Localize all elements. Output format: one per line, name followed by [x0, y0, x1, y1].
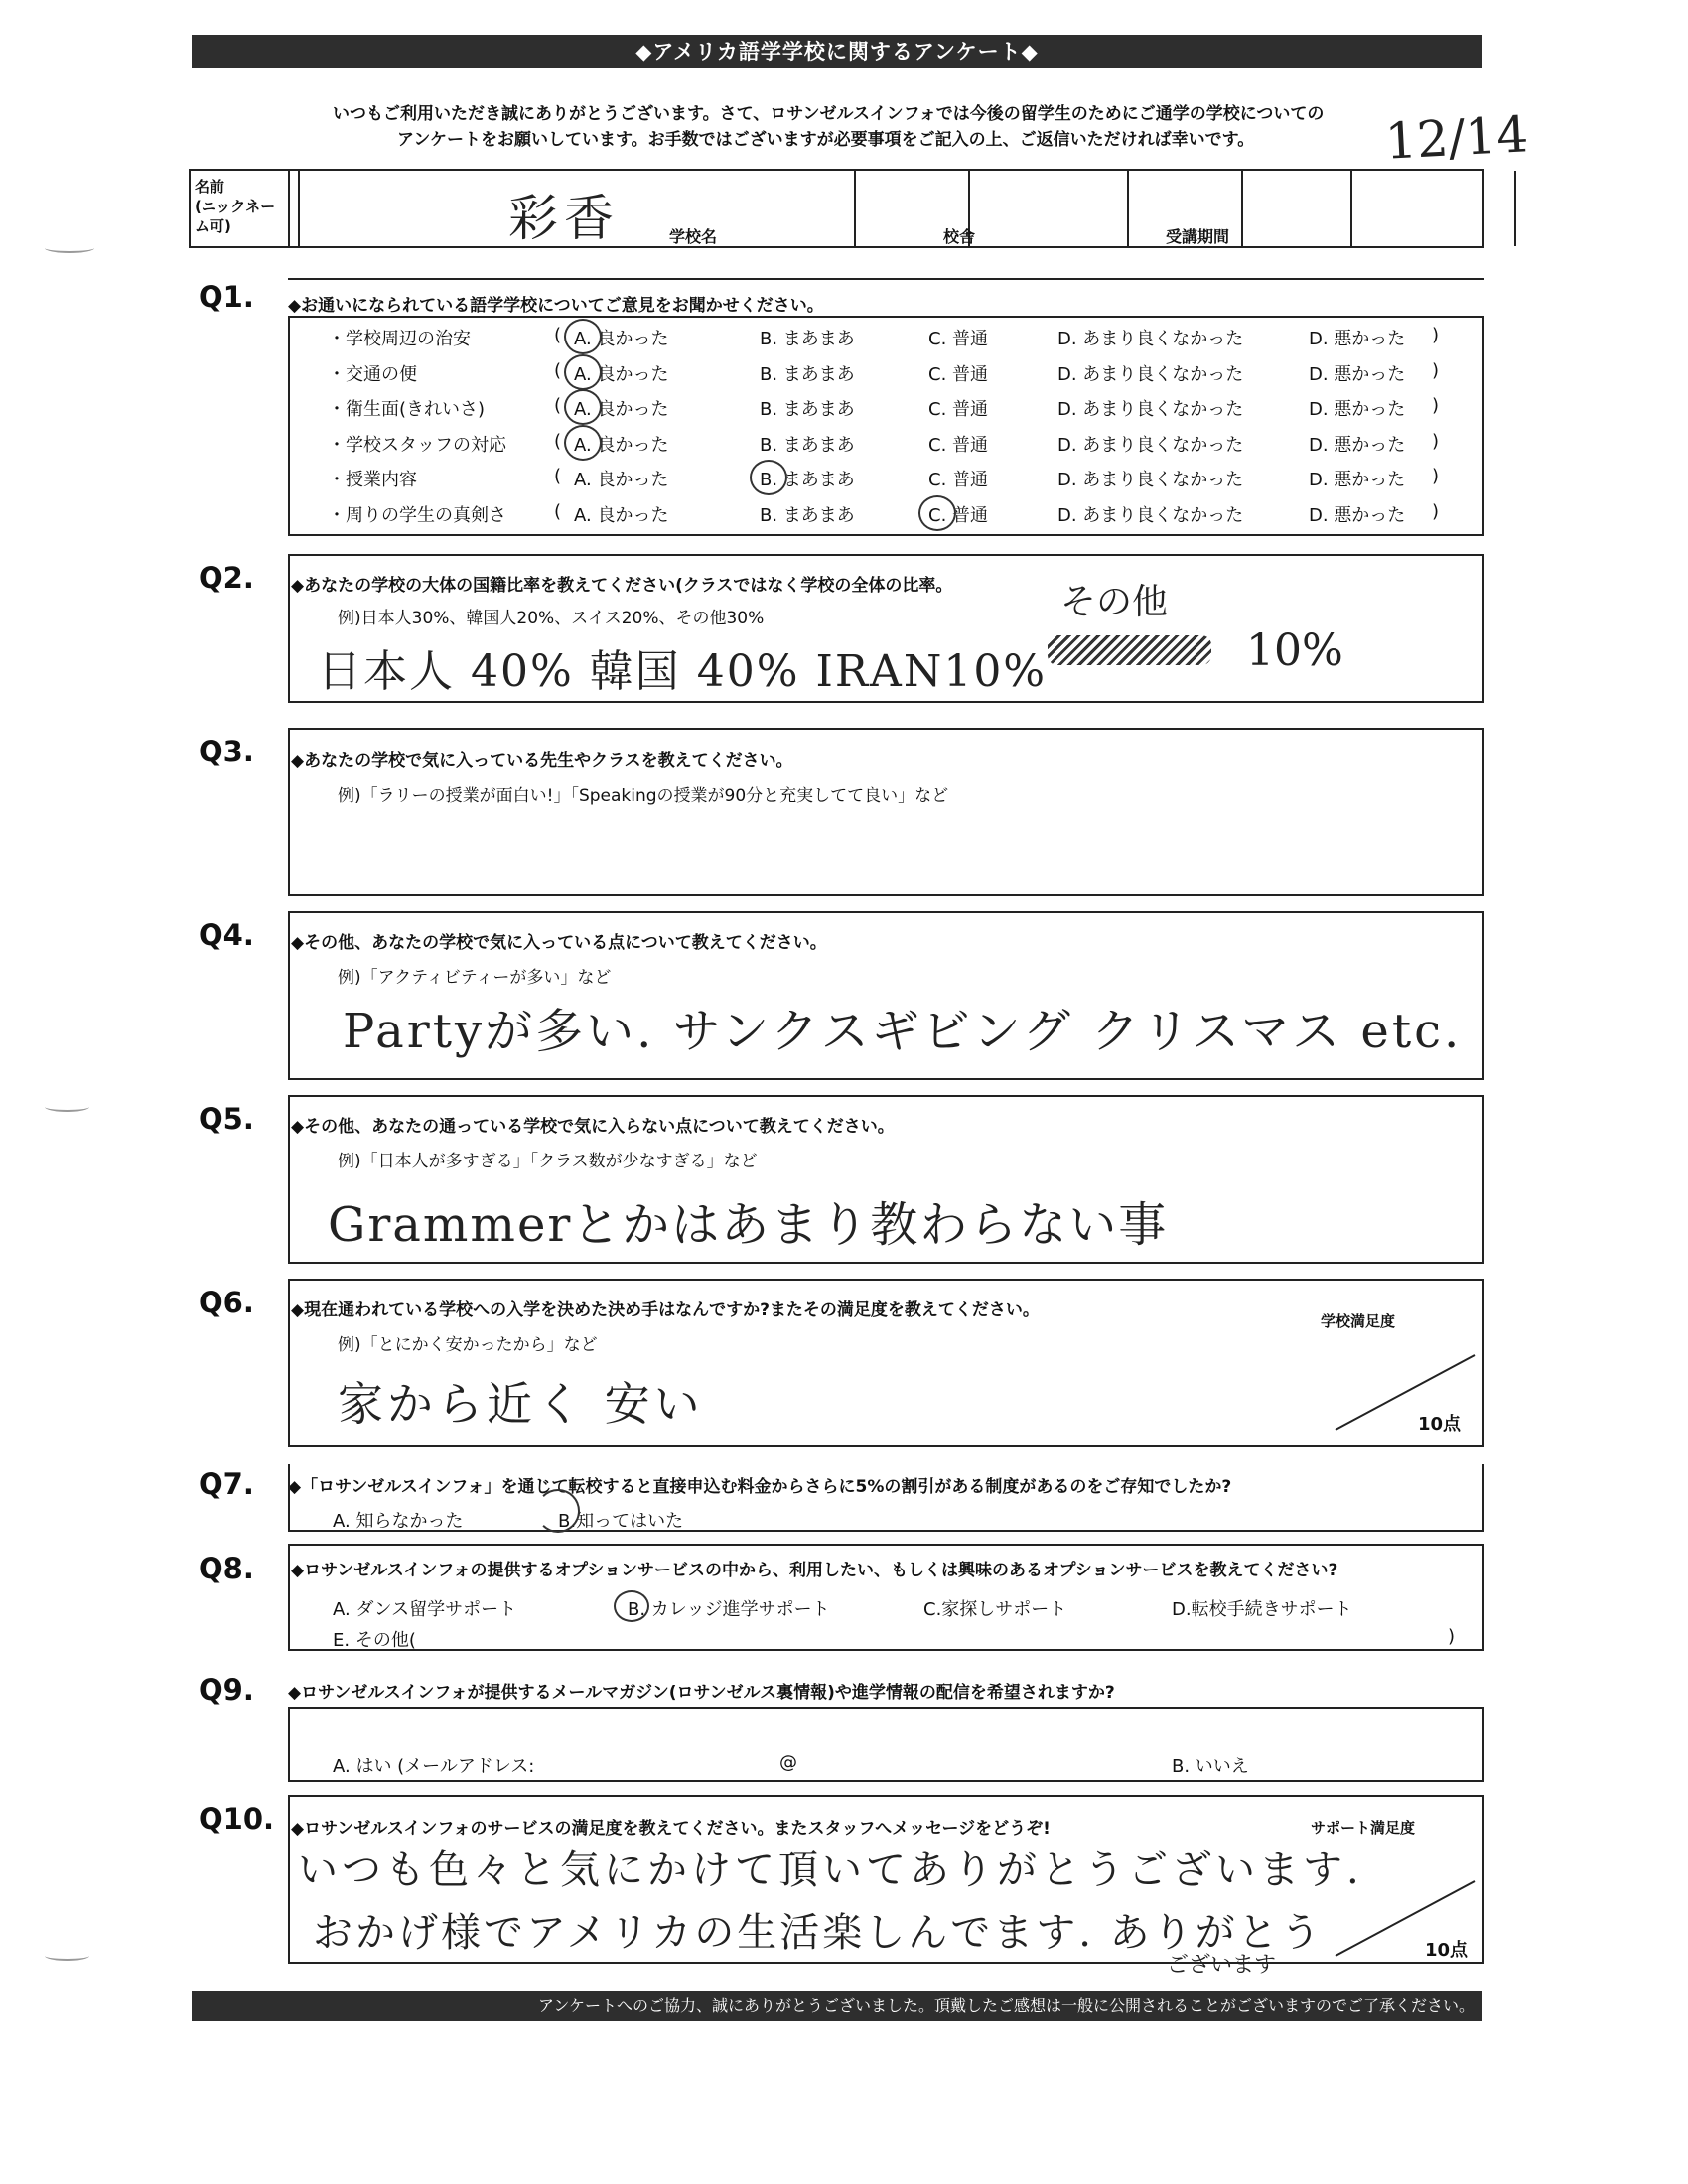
- q3-question: ◆あなたの学校で気に入っている先生やクラスを教えてください。: [291, 751, 793, 771]
- q1-row-option[interactable]: A. 良かった: [574, 399, 669, 420]
- q2-answer-other-value[interactable]: 10%: [1246, 625, 1343, 676]
- q3-label: Q3.: [199, 735, 254, 768]
- q2-label: Q2.: [199, 561, 254, 595]
- q1-row-option[interactable]: A. 良かった: [574, 329, 669, 349]
- q2-question: ◆あなたの学校の大体の国籍比率を教えてください(クラスではなく学校の全体の比率。: [291, 576, 953, 596]
- q1-row-option[interactable]: A. 良かった: [574, 504, 669, 526]
- q1-row-open-paren: (: [554, 500, 562, 522]
- q1-row-item: ・交通の便: [328, 363, 417, 385]
- q2-example: 例)日本人30%、韓国人20%、スイス20%、その他30%: [338, 609, 765, 628]
- q1-row-close-paren: ): [1432, 430, 1440, 452]
- q9-at-sign: @: [779, 1752, 797, 1773]
- q2-answer-other-label: その他: [1060, 582, 1169, 622]
- q1-row-option[interactable]: D. 悪かった: [1309, 329, 1406, 349]
- q6-label: Q6.: [199, 1286, 254, 1319]
- q1-row-option[interactable]: D. あまり良くなかった: [1057, 329, 1244, 349]
- q9-option-b[interactable]: B. いいえ: [1172, 1756, 1249, 1777]
- period-label: 受講期間: [1166, 227, 1230, 246]
- q9-label: Q9.: [199, 1673, 254, 1706]
- q1-selection-circle: [564, 319, 602, 354]
- q1-row-open-paren: (: [554, 430, 562, 452]
- info-row: [189, 169, 1484, 248]
- q1-row-option[interactable]: C. 普通: [928, 329, 989, 349]
- q1-row-open-paren: (: [554, 395, 562, 416]
- survey-title-banner: [192, 35, 1482, 68]
- q1-row-option[interactable]: B. まあまあ: [760, 399, 855, 420]
- q1-selection-circle: [564, 354, 602, 390]
- q1-row-option[interactable]: D. あまり良くなかった: [1057, 504, 1244, 526]
- q3-example: 例)「ラリーの授業が面白い!」「Speakingの授業が90分と充実してて良い」など: [338, 786, 949, 806]
- q10-answer-line-2[interactable]: おかげ様でアメリカの生活楽しんでます. ありがとう: [313, 1910, 1324, 1956]
- q1-row-close-paren: ): [1432, 359, 1440, 381]
- q7-option-a[interactable]: A. 知らなかった: [333, 1511, 464, 1532]
- q2-strikeout-scribble: [1048, 635, 1211, 665]
- school-label: 学校名: [669, 227, 718, 246]
- intro-line-2: アンケートをお願いしています。お手数ではございますが必要事項をご記入の上、ご返信いただければ幸いです。: [397, 130, 1255, 150]
- campus-label: 校舎: [943, 227, 976, 246]
- q1-row-item: ・周りの学生の真剣さ: [328, 504, 506, 526]
- margin-mark: [45, 243, 94, 253]
- margin-mark: [45, 1951, 89, 1961]
- survey-title: ◆アメリカ語学学校に関するアンケート◆: [635, 40, 1039, 64]
- q1-selection-circle: [564, 425, 602, 461]
- q1-row-option[interactable]: C. 普通: [928, 470, 989, 490]
- name-label: 名前 (ニックネーム可): [195, 178, 276, 235]
- q1-row-open-paren: (: [554, 325, 562, 345]
- q1-row-option[interactable]: A. 良かった: [574, 363, 669, 385]
- name-value[interactable]: 彩香: [508, 190, 620, 247]
- q1-row-option[interactable]: D. 悪かった: [1309, 399, 1406, 420]
- q1-row-item: ・学校周辺の治安: [328, 329, 471, 349]
- q10-satisfaction-value[interactable]: 10点: [1425, 1940, 1469, 1961]
- q1-row-option[interactable]: B. まあまあ: [760, 363, 855, 385]
- q1-row-option[interactable]: B. まあまあ: [760, 504, 855, 526]
- q1-row-option[interactable]: C. 普通: [928, 399, 989, 420]
- q7-label: Q7.: [199, 1467, 254, 1501]
- q5-question: ◆その他、あなたの通っている学校で気に入らない点について教えてください。: [291, 1117, 895, 1137]
- q1-row-option[interactable]: B. まあまあ: [760, 434, 855, 456]
- q2-answer[interactable]: 日本人 40% 韓国 40% IRAN10%: [318, 646, 1048, 697]
- q5-label: Q5.: [199, 1102, 254, 1136]
- footer-banner: [192, 1991, 1482, 2021]
- q6-satisfaction-value[interactable]: 10点: [1418, 1414, 1462, 1434]
- q1-row-option[interactable]: D. あまり良くなかった: [1057, 363, 1244, 385]
- q9-option-a[interactable]: A. はい (メールアドレス:: [333, 1756, 535, 1777]
- q1-row-option[interactable]: A. 良かった: [574, 434, 669, 456]
- q10-answer-line-1[interactable]: いつも色々と気にかけて頂いてありがとうございます.: [298, 1847, 1363, 1893]
- q7-box: [288, 1464, 1484, 1532]
- handwritten-date: 12/14: [1383, 105, 1530, 171]
- q8-option-d[interactable]: D.転校手続きサポート: [1172, 1599, 1352, 1620]
- q1-row-close-paren: ): [1432, 466, 1440, 486]
- q10-answer-line-3: ございます: [1167, 1953, 1277, 1978]
- q7-selection-mark: [536, 1489, 580, 1533]
- footer-text: アンケートへのご協力、誠にありがとうございました。頂戴したご感想は一般に公開されることがございますのでご了承ください。: [537, 1996, 1475, 2015]
- q4-question: ◆その他、あなたの学校で気に入っている点について教えてください。: [291, 933, 827, 953]
- q1-row-option[interactable]: D. 悪かった: [1309, 363, 1406, 385]
- q4-answer[interactable]: Partyが多い. サンクスギビング クリスマス etc.: [343, 1004, 1463, 1059]
- intro-line-1: いつもご利用いただき誠にありがとうございます。さて、ロサンゼルスインフォでは今後の留学生のためにご通学の学校についての: [333, 104, 1325, 124]
- q1-row-option[interactable]: D. 悪かった: [1309, 470, 1406, 490]
- q1-row-option[interactable]: B. まあまあ: [760, 329, 855, 349]
- q1-selection-circle: [564, 389, 602, 425]
- q4-example: 例)「アクティビティーが多い」など: [338, 968, 612, 988]
- q1-row-close-paren: ): [1432, 395, 1440, 416]
- q1-row-close-paren: ): [1432, 325, 1440, 345]
- q10-satisfaction-label: サポート満足度: [1311, 1819, 1416, 1837]
- q1-row-option[interactable]: C. 普通: [928, 363, 989, 385]
- q1-row-option[interactable]: A. 良かった: [574, 470, 669, 490]
- q1-row-option[interactable]: C. 普通: [928, 504, 989, 526]
- q1-selection-circle: [918, 495, 956, 531]
- q1-row-item: ・授業内容: [328, 470, 417, 490]
- q6-answer[interactable]: 家から近く 安い: [338, 1377, 704, 1431]
- q1-row-option[interactable]: B. まあまあ: [760, 470, 855, 490]
- q1-question: ◆お通いになられている語学学校についてご意見をお聞かせください。: [288, 296, 824, 316]
- q8-option-b[interactable]: B. カレッジ進学サポート: [628, 1599, 830, 1620]
- q5-example: 例)「日本人が多すぎる」「クラス数が少なすぎる」など: [338, 1152, 758, 1171]
- q1-row-option[interactable]: D. あまり良くなかった: [1057, 470, 1244, 490]
- q1-row-option[interactable]: D. 悪かった: [1309, 434, 1406, 456]
- q8-option-e-close: ): [1448, 1626, 1456, 1647]
- q1-row-item: ・学校スタッフの対応: [328, 434, 506, 456]
- q1-selection-circle: [750, 460, 787, 495]
- q10-question: ◆ロサンゼルスインフォのサービスの満足度を教えてください。またスタッフへメッセージをどうぞ!: [291, 1819, 1051, 1839]
- q8-option-a[interactable]: A. ダンス留学サポート: [333, 1599, 517, 1620]
- q8-label: Q8.: [199, 1552, 254, 1585]
- q1-row-option[interactable]: D. 悪かった: [1309, 504, 1406, 526]
- q6-satisfaction-label: 学校満足度: [1321, 1312, 1396, 1330]
- q7-question: ◆「ロサンゼルスインフォ」を通じて転校すると直接申込む料金からさらに5%の割引がある制度があるのをご存知でしたか?: [288, 1477, 1232, 1497]
- q8-question: ◆ロサンゼルスインフォの提供するオプションサービスの中から、利用したい、もしくは興味のあるオプションサービスを教えてください?: [291, 1561, 1338, 1580]
- q8-option-c[interactable]: C.家探しサポート: [923, 1599, 1067, 1620]
- q4-label: Q4.: [199, 918, 254, 952]
- q6-example: 例)「とにかく安かったから」など: [338, 1335, 598, 1355]
- q1-row-open-paren: (: [554, 359, 562, 381]
- q5-answer[interactable]: Grammerとかはあまり教わらない事: [328, 1197, 1169, 1253]
- q1-row-option[interactable]: D. あまり良くなかった: [1057, 399, 1244, 420]
- q9-question: ◆ロサンゼルスインフォが提供するメールマガジン(ロサンゼルス裏情報)や進学情報の配信を希望されますか?: [288, 1683, 1115, 1703]
- q1-top-rule: [288, 278, 1484, 280]
- q1-row-open-paren: (: [554, 466, 562, 486]
- margin-mark: [45, 1102, 89, 1112]
- q8-selection-mark: [614, 1590, 649, 1622]
- q1-row-option[interactable]: D. あまり良くなかった: [1057, 434, 1244, 456]
- q10-label: Q10.: [199, 1802, 275, 1836]
- q7-option-b[interactable]: B.知ってはいた: [558, 1511, 684, 1532]
- q1-row-close-paren: ): [1432, 500, 1440, 522]
- school-field[interactable]: [776, 171, 925, 246]
- q8-option-e[interactable]: E. その他(: [333, 1630, 416, 1651]
- q1-row-item: ・衛生面(きれいさ): [328, 399, 486, 420]
- q6-question: ◆現在通われている学校への入学を決めた決め手はなんですか?またその満足度を教えてください。: [291, 1300, 1040, 1320]
- q1-row-option[interactable]: C. 普通: [928, 434, 989, 456]
- q1-label: Q1.: [199, 280, 254, 314]
